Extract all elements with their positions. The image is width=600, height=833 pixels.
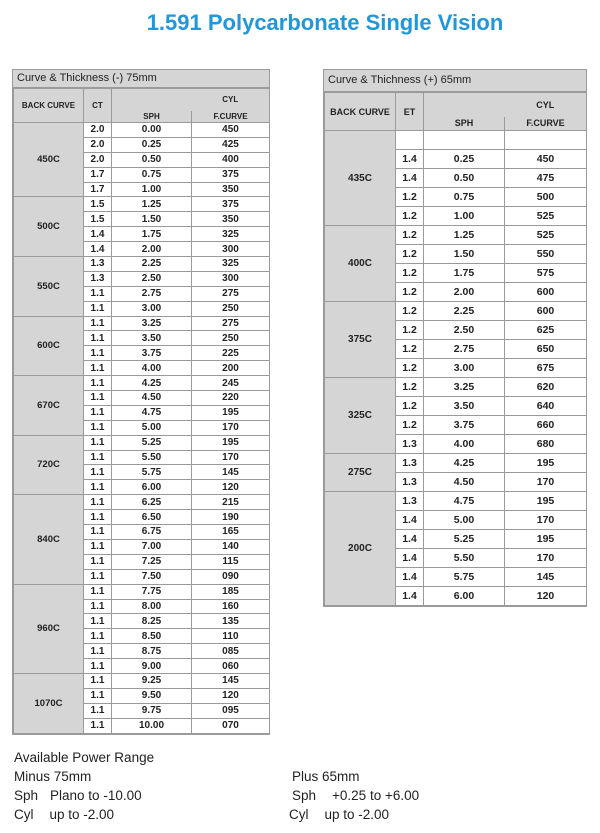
sph-cell: 9.75	[112, 703, 192, 718]
f-curve-cell: 660	[505, 416, 587, 435]
sph-cell: 5.25	[424, 530, 505, 549]
cyl-label: Cyl	[14, 807, 34, 822]
f-curve-cell: 195	[192, 405, 270, 420]
sph-cell: 1.75	[112, 227, 192, 242]
f-curve-cell: 115	[192, 554, 270, 569]
sph-cell: 4.75	[424, 492, 505, 511]
f-curve-cell: 400	[192, 152, 270, 167]
f-curve-cell: 095	[192, 703, 270, 718]
thickness-cell: 1.1	[84, 718, 112, 733]
f-curve-cell: 620	[505, 378, 587, 397]
thickness-cell	[396, 131, 424, 150]
thickness-cell: 1.1	[84, 331, 112, 346]
f-curve-cell: 550	[505, 245, 587, 264]
f-curve-cell: 675	[505, 359, 587, 378]
thickness-cell: 1.1	[84, 525, 112, 540]
back-curve-cell: 325C	[325, 378, 396, 454]
f-curve-cell: 170	[505, 511, 587, 530]
thickness-cell: 1.3	[84, 271, 112, 286]
f-curve-cell: 600	[505, 283, 587, 302]
f-curve-cell: 450	[505, 150, 587, 169]
thickness-cell: 1.1	[84, 703, 112, 718]
thickness-cell: 1.2	[396, 340, 424, 359]
sph-cell: 8.75	[112, 644, 192, 659]
minus-table	[13, 88, 270, 734]
thickness-cell: 1.2	[396, 207, 424, 226]
thickness-cell: 1.3	[396, 454, 424, 473]
sph-cell: 0.00	[112, 123, 192, 138]
table-row	[325, 131, 587, 150]
sph-cell: 6.25	[112, 495, 192, 510]
cyl-label-plus: Cyl	[289, 807, 309, 822]
table-row	[14, 584, 270, 599]
back-curve-cell: 600C	[14, 316, 84, 376]
sph-cell: 5.75	[424, 568, 505, 587]
sph-cell: 0.75	[424, 188, 505, 207]
thickness-cell: 2.0	[84, 123, 112, 138]
sph-cell: 5.00	[424, 511, 505, 530]
minus-cyl-range: up to -2.00	[49, 807, 115, 822]
table-row	[14, 257, 270, 272]
sph-cell: 9.00	[112, 659, 192, 674]
back-curve-cell: 200C	[325, 492, 396, 606]
thickness-cell: 1.4	[396, 587, 424, 606]
thickness-cell: 1.1	[84, 435, 112, 450]
plus-table	[324, 92, 587, 606]
back-curve-cell: 275C	[325, 454, 396, 492]
f-curve-header: F.CURVE	[505, 117, 587, 131]
back-curve-cell: 670C	[14, 376, 84, 436]
sph-cell: 5.75	[112, 465, 192, 480]
minus-curve-table	[12, 69, 270, 735]
f-curve-cell: 170	[192, 420, 270, 435]
thickness-cell: 1.1	[84, 450, 112, 465]
sph-cell: 2.75	[112, 286, 192, 301]
sph-cell: 0.25	[424, 150, 505, 169]
table-row	[325, 302, 587, 321]
f-curve-cell: 275	[192, 316, 270, 331]
sph-cell: 7.50	[112, 569, 192, 584]
sph-cell: 2.00	[112, 242, 192, 257]
table-row	[325, 492, 587, 511]
f-curve-cell: 070	[192, 718, 270, 733]
f-curve-cell: 500	[505, 188, 587, 207]
f-curve-cell: 200	[192, 361, 270, 376]
f-curve-cell: 195	[505, 530, 587, 549]
back-curve-cell: 840C	[14, 495, 84, 584]
thickness-cell: 1.1	[84, 673, 112, 688]
sph-cell: 6.00	[424, 587, 505, 606]
thickness-cell: 1.1	[84, 644, 112, 659]
f-curve-cell: 220	[192, 391, 270, 406]
thickness-cell: 1.4	[396, 568, 424, 587]
f-curve-cell: 300	[192, 271, 270, 286]
f-curve-cell: 350	[192, 212, 270, 227]
f-curve-cell: 325	[192, 257, 270, 272]
back-curve-cell: 500C	[14, 197, 84, 257]
power-range-heading: Available Power Range	[14, 750, 155, 765]
f-curve-cell: 225	[192, 346, 270, 361]
thickness-cell: 1.2	[396, 416, 424, 435]
thickness-cell: 1.2	[396, 321, 424, 340]
back-curve-cell: 960C	[14, 584, 84, 673]
f-curve-cell: 325	[192, 227, 270, 242]
thickness-cell: 1.3	[396, 435, 424, 454]
sph-cell: 1.75	[424, 264, 505, 283]
table-row	[14, 495, 270, 510]
thickness-cell: 1.1	[84, 376, 112, 391]
sph-cell: 4.25	[424, 454, 505, 473]
thickness-cell: 1.2	[396, 378, 424, 397]
sph-cell: 1.50	[112, 212, 192, 227]
f-curve-cell: 475	[505, 169, 587, 188]
sph-cell: 7.25	[112, 554, 192, 569]
thickness-cell: 1.4	[396, 511, 424, 530]
sph-cell: 8.50	[112, 629, 192, 644]
sph-cell: 4.00	[424, 435, 505, 454]
f-curve-cell: 170	[505, 473, 587, 492]
f-curve-cell: 350	[192, 182, 270, 197]
sph-cell: 10.00	[112, 718, 192, 733]
f-curve-cell: 600	[505, 302, 587, 321]
thickness-cell: 1.1	[84, 286, 112, 301]
f-curve-cell: 060	[192, 659, 270, 674]
thickness-header: ET	[396, 93, 424, 131]
thickness-cell: 1.1	[84, 614, 112, 629]
table-row	[325, 454, 587, 473]
sph-cell: 5.50	[112, 450, 192, 465]
back-curve-header: BACK CURVE	[325, 93, 396, 131]
sph-cell: 4.50	[424, 473, 505, 492]
sph-cell: 5.25	[112, 435, 192, 450]
thickness-cell: 1.1	[84, 316, 112, 331]
back-curve-cell: 550C	[14, 257, 84, 317]
sph-cell: 3.25	[112, 316, 192, 331]
f-curve-cell: 090	[192, 569, 270, 584]
back-curve-cell: 375C	[325, 302, 396, 378]
thickness-cell: 1.2	[396, 283, 424, 302]
thickness-cell: 1.1	[84, 584, 112, 599]
thickness-cell: 1.1	[84, 465, 112, 480]
thickness-cell: 1.5	[84, 212, 112, 227]
thickness-cell: 1.2	[396, 302, 424, 321]
cyl-header: CYL	[192, 89, 270, 111]
f-curve-cell: 450	[192, 123, 270, 138]
sph-cell: 0.50	[424, 169, 505, 188]
f-curve-cell: 110	[192, 629, 270, 644]
f-curve-cell: 525	[505, 226, 587, 245]
f-curve-cell: 190	[192, 510, 270, 525]
f-curve-cell: 275	[192, 286, 270, 301]
f-curve-cell: 195	[192, 435, 270, 450]
thickness-cell: 1.2	[396, 188, 424, 207]
cyl-header: CYL	[505, 93, 587, 117]
f-curve-cell: 375	[192, 197, 270, 212]
sph-cell: 4.00	[112, 361, 192, 376]
thickness-cell: 1.7	[84, 182, 112, 197]
sph-label: Sph	[14, 788, 39, 803]
sph-cell: 2.25	[424, 302, 505, 321]
thickness-cell: 1.1	[84, 405, 112, 420]
f-curve-cell: 085	[192, 644, 270, 659]
power-range	[14, 748, 574, 824]
thickness-cell: 1.5	[84, 197, 112, 212]
sph-cell: 7.75	[112, 584, 192, 599]
thickness-cell: 1.4	[84, 227, 112, 242]
f-curve-cell: 120	[505, 587, 587, 606]
table-row	[14, 376, 270, 391]
plus-table-caption: Curve & Thichness (+) 65mm	[324, 69, 586, 92]
back-curve-cell: 435C	[325, 131, 396, 226]
table-row	[14, 673, 270, 688]
f-curve-cell: 165	[192, 525, 270, 540]
sph-cell: 5.50	[424, 549, 505, 568]
sph-cell: 0.50	[112, 152, 192, 167]
thickness-cell: 1.1	[84, 510, 112, 525]
thickness-cell: 1.1	[84, 539, 112, 554]
f-curve-cell: 195	[505, 454, 587, 473]
sph-cell: 4.75	[112, 405, 192, 420]
thickness-cell: 1.2	[396, 397, 424, 416]
thickness-cell: 2.0	[84, 152, 112, 167]
plus-sph-range: +0.25 to +6.00	[332, 788, 420, 803]
thickness-cell: 1.1	[84, 301, 112, 316]
f-curve-cell: 195	[505, 492, 587, 511]
plus-label: Plus 65mm	[292, 769, 360, 784]
sph-cell: 2.75	[424, 340, 505, 359]
thickness-cell: 1.4	[396, 530, 424, 549]
thickness-cell: 1.3	[396, 492, 424, 511]
thickness-cell: 1.1	[84, 391, 112, 406]
sph-cell: 9.50	[112, 688, 192, 703]
back-curve-header: BACK CURVE	[14, 89, 84, 123]
sph-cell: 5.00	[112, 420, 192, 435]
thickness-cell: 1.1	[84, 420, 112, 435]
f-curve-cell: 215	[192, 495, 270, 510]
table-row	[14, 123, 270, 138]
sph-cell: 3.75	[424, 416, 505, 435]
f-curve-cell: 640	[505, 397, 587, 416]
back-curve-cell: 720C	[14, 435, 84, 495]
minus-table-caption: Curve & Thickness (-) 75mm	[13, 69, 269, 88]
back-curve-cell: 1070C	[14, 673, 84, 733]
sph-cell: 2.00	[424, 283, 505, 302]
f-curve-cell: 525	[505, 207, 587, 226]
f-curve-cell: 575	[505, 264, 587, 283]
f-curve-cell: 375	[192, 167, 270, 182]
thickness-cell: 1.1	[84, 480, 112, 495]
sph-cell: 3.50	[112, 331, 192, 346]
back-curve-cell: 400C	[325, 226, 396, 302]
sph-cell: 3.00	[424, 359, 505, 378]
f-curve-cell: 185	[192, 584, 270, 599]
f-curve-cell: 245	[192, 376, 270, 391]
f-curve-cell: 300	[192, 242, 270, 257]
f-curve-cell: 625	[505, 321, 587, 340]
thickness-cell: 1.1	[84, 554, 112, 569]
sph-cell: 0.75	[112, 167, 192, 182]
thickness-header: CT	[84, 89, 112, 123]
f-curve-cell	[505, 131, 587, 150]
f-curve-cell: 120	[192, 480, 270, 495]
sph-cell: 4.25	[112, 376, 192, 391]
f-curve-cell: 145	[192, 673, 270, 688]
f-curve-cell: 120	[192, 688, 270, 703]
f-curve-cell: 135	[192, 614, 270, 629]
f-curve-cell: 140	[192, 539, 270, 554]
page-title: 1.591 Polycarbonate Single Vision	[146, 10, 504, 35]
plus-cyl-range: up to -2.00	[324, 807, 390, 822]
f-curve-cell: 250	[192, 331, 270, 346]
thickness-cell: 1.1	[84, 346, 112, 361]
f-curve-header: F.CURVE	[192, 111, 270, 123]
sph-header: SPH	[112, 111, 192, 123]
thickness-cell: 1.2	[396, 264, 424, 283]
sph-cell: 6.50	[112, 510, 192, 525]
sph-cell: 1.00	[424, 207, 505, 226]
thickness-cell: 1.2	[396, 359, 424, 378]
thickness-cell: 1.4	[84, 242, 112, 257]
table-row	[14, 197, 270, 212]
thickness-cell: 1.2	[396, 245, 424, 264]
f-curve-cell: 425	[192, 137, 270, 152]
sph-cell: 2.50	[424, 321, 505, 340]
thickness-cell: 1.4	[396, 549, 424, 568]
sph-cell: 1.00	[112, 182, 192, 197]
thickness-cell: 2.0	[84, 137, 112, 152]
sph-cell: 6.00	[112, 480, 192, 495]
sph-cell: 1.25	[424, 226, 505, 245]
thickness-cell: 1.1	[84, 495, 112, 510]
thickness-cell: 1.1	[84, 629, 112, 644]
table-row	[14, 435, 270, 450]
thickness-cell: 1.1	[84, 659, 112, 674]
table-row	[14, 316, 270, 331]
back-curve-cell: 450C	[14, 123, 84, 197]
sph-header: SPH	[424, 117, 505, 131]
sph-cell: 3.50	[424, 397, 505, 416]
sph-cell: 1.25	[112, 197, 192, 212]
thickness-cell: 1.2	[396, 226, 424, 245]
f-curve-cell: 145	[192, 465, 270, 480]
thickness-cell: 1.1	[84, 599, 112, 614]
f-curve-cell: 170	[192, 450, 270, 465]
sph-cell	[424, 131, 505, 150]
sph-cell: 9.25	[112, 673, 192, 688]
f-curve-cell: 650	[505, 340, 587, 359]
f-curve-cell: 250	[192, 301, 270, 316]
sph-cell: 0.25	[112, 137, 192, 152]
f-curve-cell: 170	[505, 549, 587, 568]
thickness-cell: 1.3	[84, 257, 112, 272]
sph-cell: 6.75	[112, 525, 192, 540]
sph-cell: 2.25	[112, 257, 192, 272]
sph-cell: 8.00	[112, 599, 192, 614]
thickness-cell: 1.1	[84, 569, 112, 584]
table-row	[325, 226, 587, 245]
sph-cell: 7.00	[112, 539, 192, 554]
minus-label: Minus 75mm	[14, 769, 92, 784]
sph-label-plus: Sph	[292, 788, 317, 803]
sph-cell: 2.50	[112, 271, 192, 286]
thickness-cell: 1.7	[84, 167, 112, 182]
thickness-cell: 1.1	[84, 361, 112, 376]
sph-cell: 3.75	[112, 346, 192, 361]
thickness-cell: 1.4	[396, 150, 424, 169]
f-curve-cell: 680	[505, 435, 587, 454]
minus-sph-range: Plano to -10.00	[50, 788, 142, 803]
thickness-cell: 1.4	[396, 169, 424, 188]
plus-curve-table	[323, 69, 587, 607]
sph-cell: 8.25	[112, 614, 192, 629]
f-curve-cell: 145	[505, 568, 587, 587]
thickness-cell: 1.3	[396, 473, 424, 492]
sph-cell: 3.00	[112, 301, 192, 316]
sph-cell: 3.25	[424, 378, 505, 397]
sph-cell: 1.50	[424, 245, 505, 264]
thickness-cell: 1.1	[84, 688, 112, 703]
sph-cell: 4.50	[112, 391, 192, 406]
table-row	[325, 378, 587, 397]
f-curve-cell: 160	[192, 599, 270, 614]
